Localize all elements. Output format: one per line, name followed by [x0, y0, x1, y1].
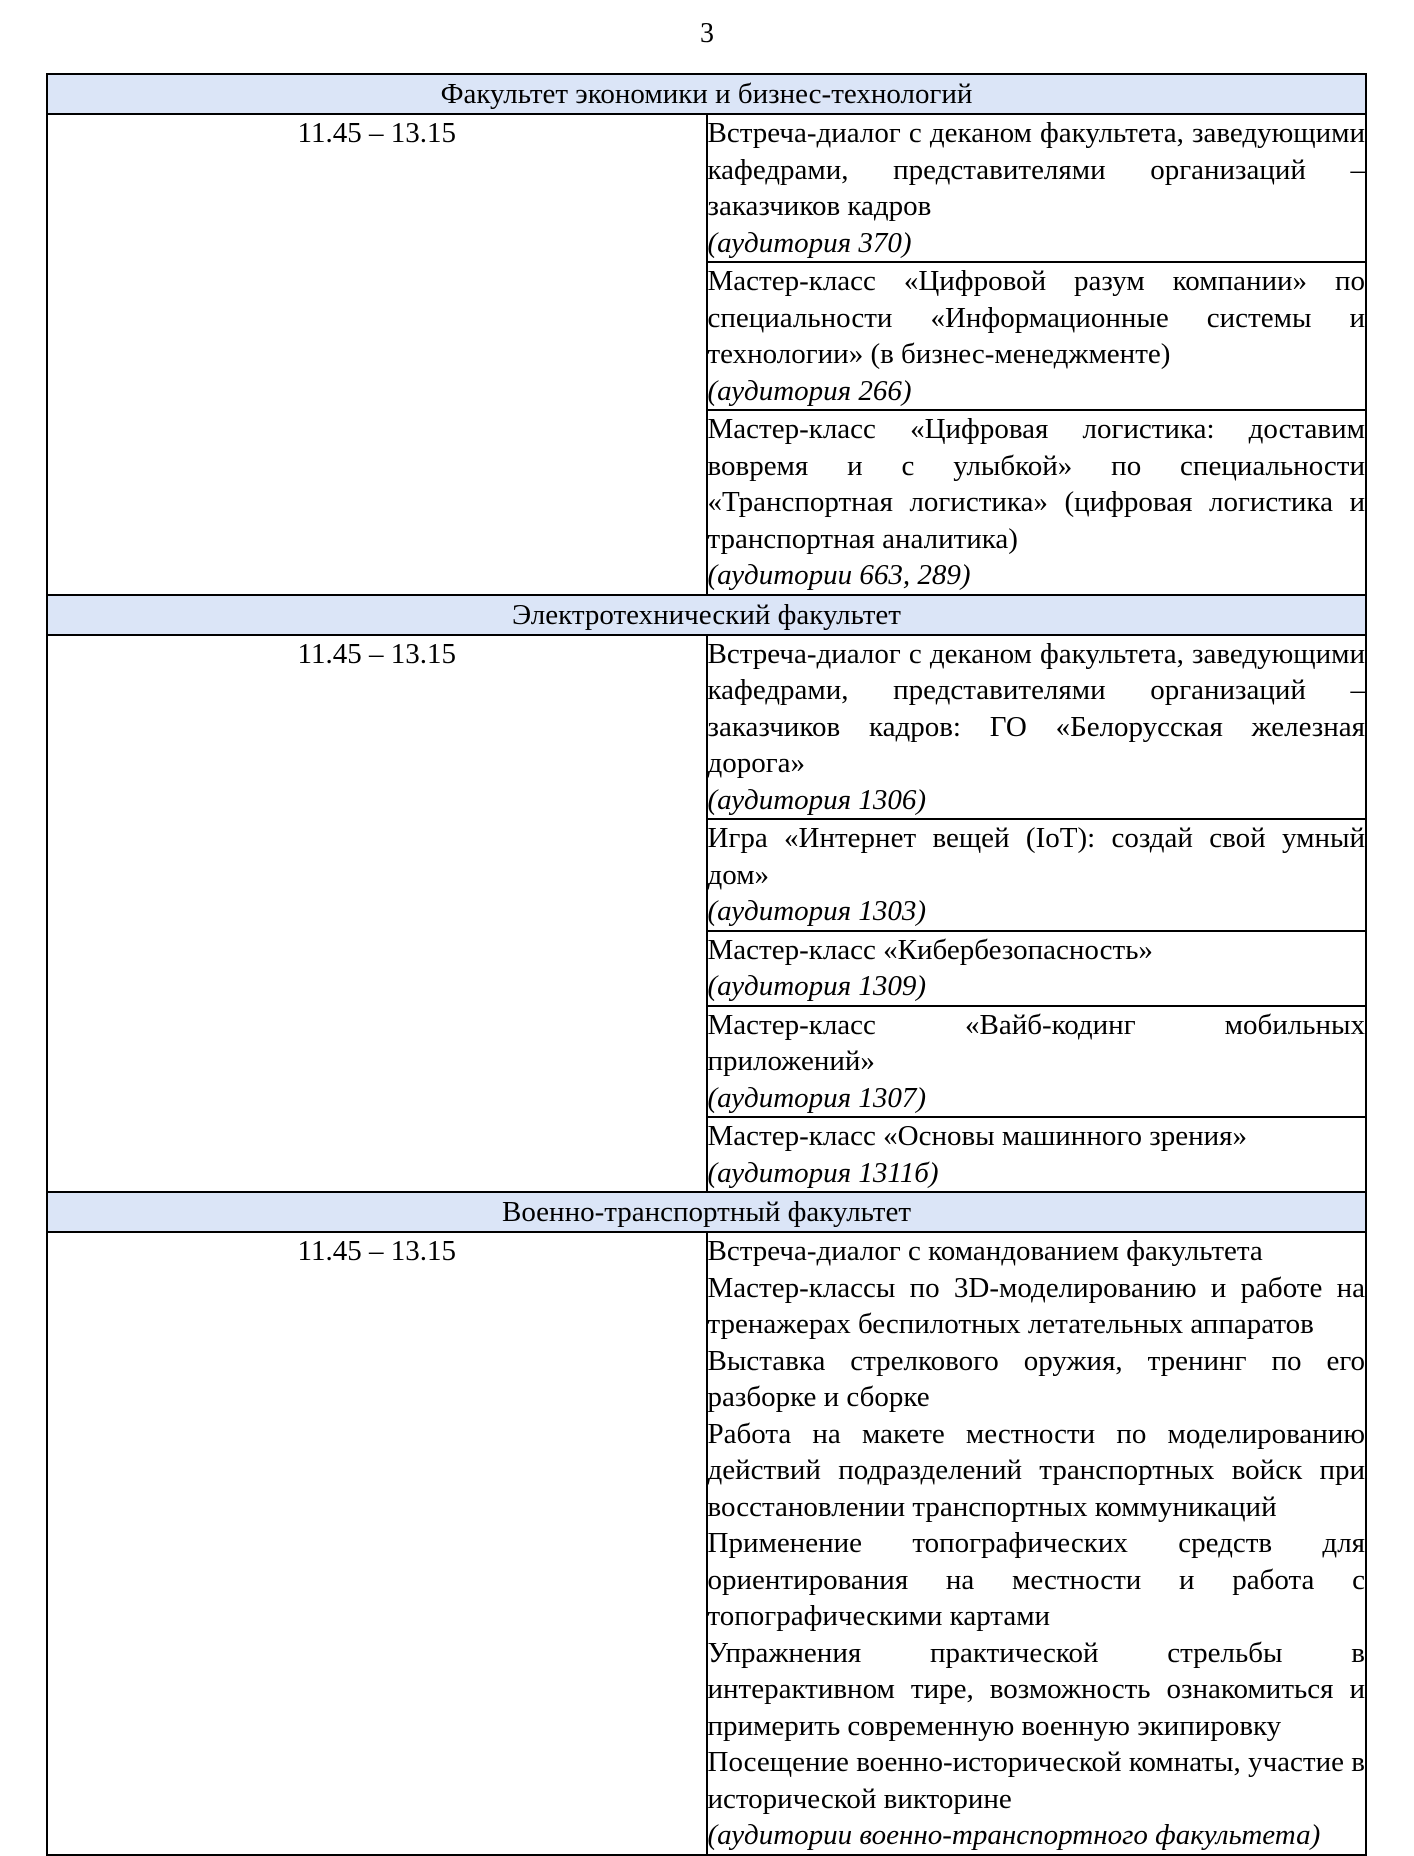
activity-text: Встреча-диалог с деканом факультета, заведующими кафедрами, представителями организаций – заказчиков кадров: ГО «Белорусская железная дорога» — [707, 637, 1365, 779]
activity-cell — [707, 1232, 1367, 1855]
time-cell: 11.45 – 13.15 — [47, 114, 707, 595]
activity-text: Мастер-класс «Цифровая логистика: доставим вовремя и с улыбкой» по специальности «Транспортная логистика» (цифровая логистика и транспортная аналитика) — [707, 413, 1365, 555]
activity-room: (аудитория 1306) — [707, 783, 927, 816]
activity-room: (аудитория 266) — [707, 374, 912, 407]
activity-text: Мастер-класс «Вайб-кодинг мобильных приложений» — [707, 1008, 1365, 1077]
activity-room: (аудитории военно-транспортного факультета) — [707, 1819, 1321, 1851]
activity-text: Выставка стрелкового оружия, тренинг по его разборке и сборке — [707, 1344, 1365, 1413]
activity-text: Работа на макете местности по моделированию действий подразделений транспортных войск при восстановлении транспортных коммуникаций — [707, 1417, 1365, 1523]
activity-room: (аудитория 370) — [707, 226, 912, 259]
activity-cell — [707, 931, 1367, 1006]
section-title: Факультет экономики и бизнес-технологий — [47, 74, 1366, 114]
activity-cell — [707, 410, 1367, 595]
activity-room: (аудитории 663, 289) — [707, 559, 971, 591]
section-header-row — [47, 74, 1366, 114]
activity-row — [47, 114, 1366, 262]
activity-text: Посещение военно-исторической комнаты, участие в исторической викторине — [707, 1746, 1365, 1815]
activity-row — [47, 1232, 1366, 1855]
activity-room: (аудитория 1307) — [707, 1081, 927, 1114]
section-header-row — [47, 595, 1366, 635]
page-number: 3 — [700, 18, 714, 49]
activity-row — [47, 635, 1366, 820]
activity-text: Мастер-класс «Кибербезопасность» — [707, 933, 1153, 966]
activity-cell — [707, 819, 1367, 931]
activity-cell — [707, 114, 1367, 262]
activity-text: Применение топографических средств для ориентирования на местности и работа с топографическими картами — [707, 1527, 1365, 1632]
activity-cell — [707, 1117, 1367, 1192]
section-header-row — [47, 1192, 1366, 1232]
activity-room: (аудитория 1311б) — [707, 1156, 939, 1189]
section-title: Электротехнический факультет — [47, 595, 1366, 635]
activity-cell — [707, 635, 1367, 820]
activity-text: Мастер-класс «Цифровой разум компании» по специальности «Информационные системы и технологии» (в бизнес-менеджменте) — [707, 265, 1365, 370]
activity-text: Мастер-классы по 3D-моделированию и работе на тренажерах беспилотных летательных аппаратов — [707, 1271, 1365, 1340]
time-cell: 11.45 – 13.15 — [47, 1232, 707, 1855]
activity-room: (аудитория 1309) — [707, 970, 927, 1002]
activity-text: Встреча-диалог с деканом факультета, заведующими кафедрами, представителями организаций – заказчиков кадров — [707, 117, 1365, 222]
activity-text: Встреча-диалог с командованием факультета — [707, 1235, 1263, 1267]
activity-text: Упражнения практической стрельбы в интерактивном тире, возможность ознакомиться и примерить современную военную экипировку — [707, 1636, 1365, 1742]
activity-text: Мастер-класс «Основы машинного зрения» — [707, 1120, 1247, 1152]
activity-cell — [707, 262, 1367, 410]
activity-cell — [707, 1006, 1367, 1118]
schedule-table — [46, 73, 1367, 1856]
activity-text: Игра «Интернет вещей (IoT): создай свой умный дом» — [707, 822, 1365, 891]
activity-room: (аудитория 1303) — [707, 895, 927, 927]
section-title: Военно-транспортный факультет — [47, 1192, 1366, 1232]
time-cell: 11.45 – 13.15 — [47, 635, 707, 1193]
